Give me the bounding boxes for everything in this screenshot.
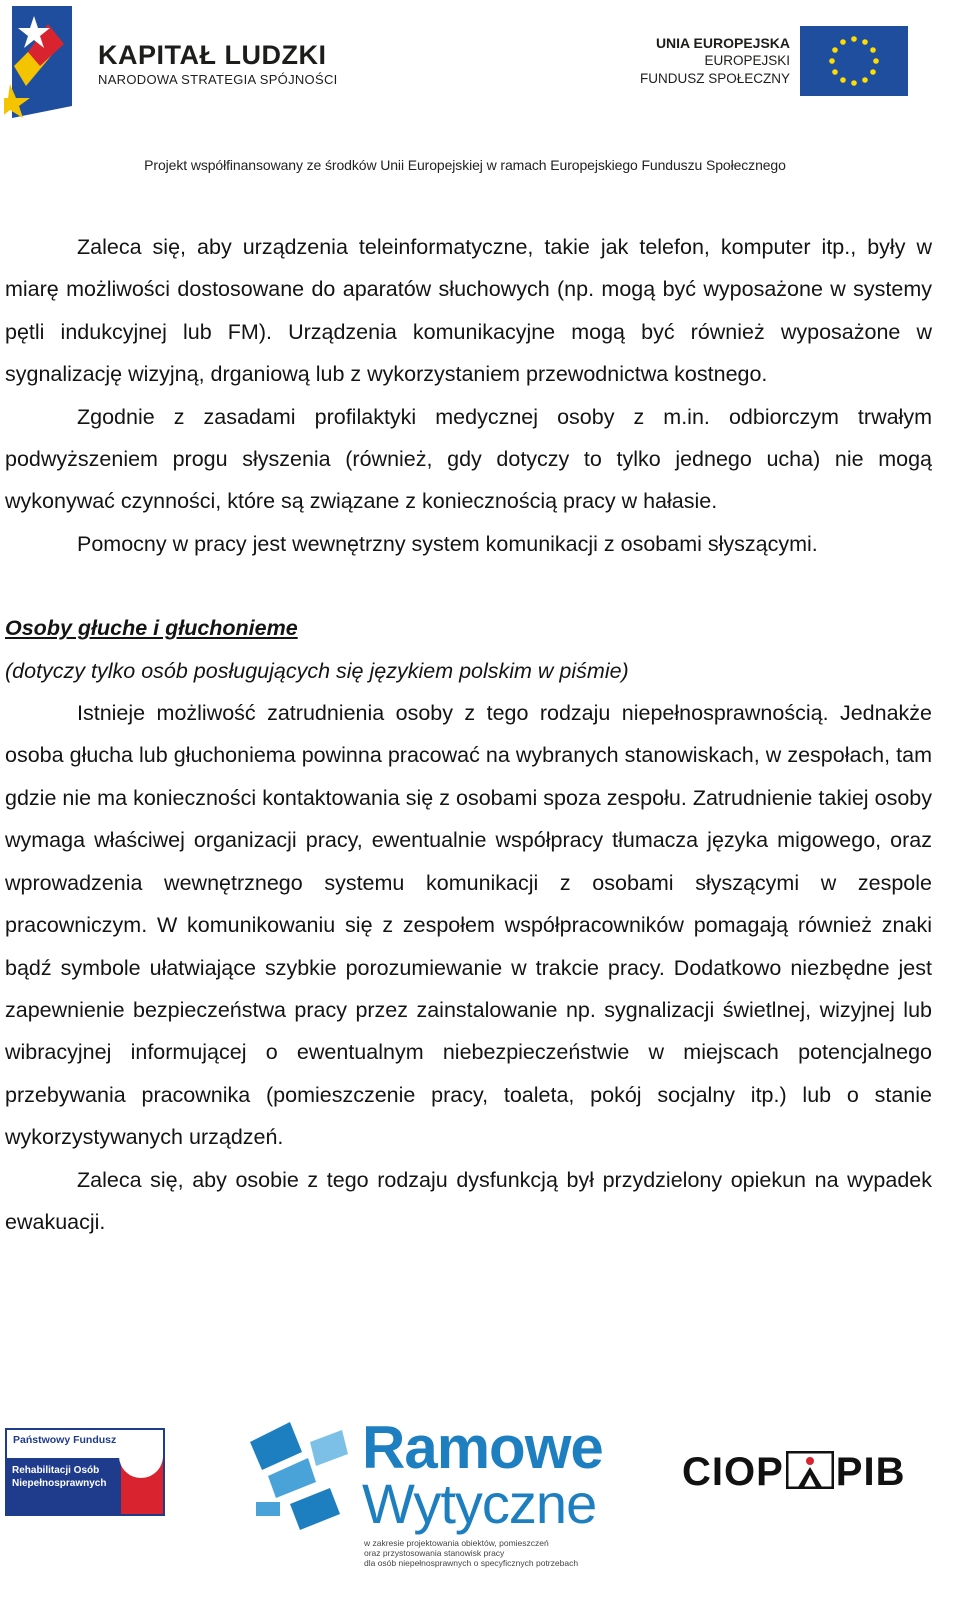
cofunding-note: Projekt współfinansowany ze środków Unii Europejskiej w ramach Europejskiego Funduszu Społecznego xyxy=(144,157,786,173)
kapital-ludzki-logo-icon xyxy=(4,6,92,118)
rw-desc-line-2: oraz przystosowania stanowisk pracy xyxy=(364,1548,505,1558)
wytyczne-title: Wytyczne xyxy=(362,1472,597,1535)
kl-title: KAPITAŁ LUDZKI xyxy=(98,40,327,70)
pfron-circle-icon xyxy=(119,1434,163,1478)
ramowe-wytyczne-icon xyxy=(250,1422,350,1532)
ramowe-title: Ramowe xyxy=(362,1414,603,1481)
section-heading: Osoby głuche i głuchonieme xyxy=(5,616,298,641)
paragraph-5: Zaleca się, aby osobie z tego rodzaju dysfunkcją był przydzielony opiekun na wypadek ewakuacji. xyxy=(5,1167,932,1234)
page-footer xyxy=(0,1410,960,1609)
rw-desc-line-1: w zakresie projektowania obiektów, pomieszczeń xyxy=(364,1538,549,1548)
eu-wordmark xyxy=(640,34,790,88)
pfron-line-2: Niepełnosprawnych xyxy=(12,1478,107,1489)
pfron-subtitle xyxy=(12,1464,106,1490)
pfron-line-1: Rehabilitacji Osób xyxy=(12,1465,100,1476)
ciop-pib-logo xyxy=(682,1450,905,1494)
eu-line-3: FUNDUSZ SPOŁECZNY xyxy=(639,71,790,86)
section-subheading: (dotyczy tylko osób posługujących się językiem polskim w piśmie) xyxy=(5,658,629,683)
eu-line-2: EUROPEJSKI xyxy=(704,53,790,68)
rw-desc-line-3: dla osób niepełnosprawnych o specyficznych potrzebach xyxy=(364,1558,579,1568)
person-figure-icon xyxy=(786,1451,834,1489)
kapital-ludzki-wordmark xyxy=(98,40,338,88)
ciop-text: CIOP xyxy=(682,1450,784,1494)
paragraph-4: Istnieje możliwość zatrudnienia osoby z tego rodzaju niepełnosprawnością. Jednakże osoba głucha lub głuchoniema powinna pracować na wybranych stanowiskach, w zespołach, tam gdzie nie ma konieczności kontaktowania się z osobami spoza zespołu. Zatrudnienie takiej osoby wymaga właściwej organizacji pracy, ewentualnie współpracy tłumacza języka migowego, oraz wprowadzenia wewnętrznego systemu komunikacji z osobami słyszącymi w zespole pracowniczym. W komunikowaniu się z zespołem współpracowników pomagają również znaki bądź symbole ułatwiające szybkie porozumiewanie w trakcie pracy. Dodatkowo niezbędne jest zapewnienie bezpieczeństwa pracy przez zainstalowanie np. sygnalizacji świetlnej, wizyjnej lub wibracyjnej informującej o ewentualnym niebezpieczeństwie w miejscach potencjalnego przebywania pracownika (pomieszczenie pracy, toaleta, pokój socjalny itp.) lub o stanie wykorzystywanych urządzeń. xyxy=(5,701,932,1150)
pib-text: PIB xyxy=(835,1450,906,1494)
document-body xyxy=(5,226,932,1243)
kl-subtitle: NARODOWA STRATEGIA SPÓJNOŚCI xyxy=(98,72,338,87)
pfron-logo xyxy=(5,1428,165,1516)
spacer xyxy=(5,565,932,607)
paragraph-1: Zaleca się, aby urządzenia teleinformatyczne, takie jak telefon, komputer itp., były w miarę możliwości dostosowane do aparatów słuchowych (np. mogą być wyposażone w systemy pętli indukcyjnej lub FM). Urządzenia komunikacyjne mogą być również wyposażone w sygnalizację wizyjną, drganiową lub z wykorzystaniem przewodnictwa kostnego. xyxy=(5,235,932,387)
paragraph-2: Zgodnie z zasadami profilaktyki medycznej osoby z m.in. odbiorczym trwałym podwyższeniem progu słyszenia (również, gdy dotyczy to tylko jednego ucha) nie mogą wykonywać czynności, które są związane z koniecznością pracy w hałasie. xyxy=(5,404,932,514)
eu-line-1: UNIA EUROPEJSKA xyxy=(655,35,790,51)
eu-flag-icon xyxy=(800,26,908,96)
paragraph-3: Pomocny w pracy jest wewnętrzny system komunikacji z osobami słyszącymi. xyxy=(77,531,818,556)
page-header xyxy=(0,0,960,200)
ramowe-wytyczne-description xyxy=(364,1538,604,1568)
pfron-title: Państwowy Fundusz xyxy=(13,1434,117,1446)
